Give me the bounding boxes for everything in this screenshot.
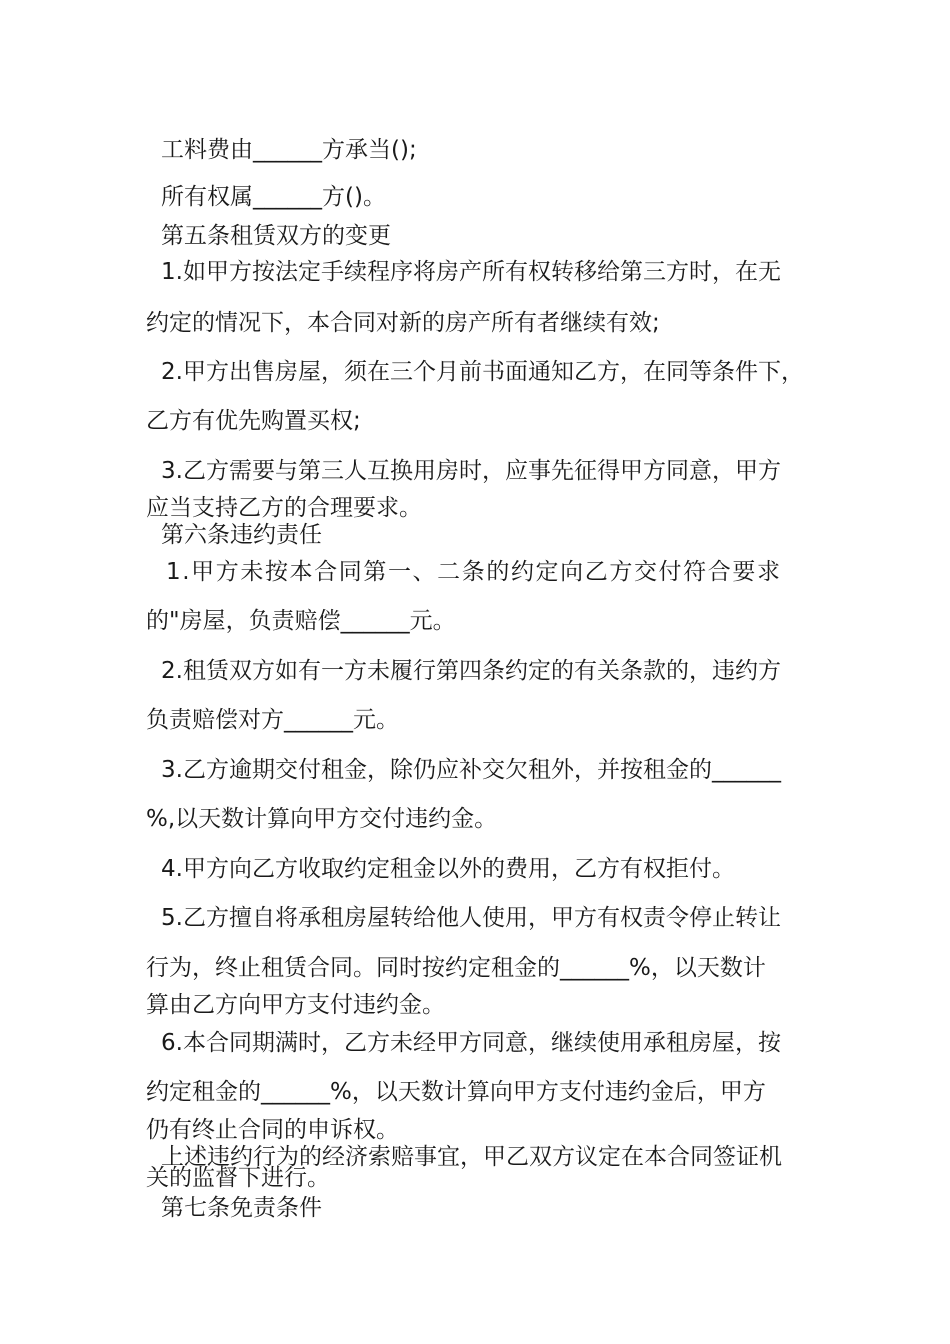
text-line: 约定租金的______%，以天数计算向甲方支付违约金后，甲方	[146, 1079, 766, 1105]
text-line: 所有权属______方()。	[161, 184, 386, 210]
text-line: 约定的情况下，本合同对新的房产所有者继续有效;	[146, 310, 660, 336]
text-line: 3.乙方逾期交付租金，除仍应补交欠租外，并按租金的______	[161, 757, 781, 783]
text-line: 乙方有优先购置买权;	[146, 408, 361, 434]
section-heading: 第五条租赁双方的变更	[161, 223, 391, 249]
text-line: 2.甲方出售房屋，须在三个月前书面通知乙方，在同等条件下，	[161, 359, 804, 385]
text-line: 仍有终止合同的申诉权。	[146, 1117, 399, 1143]
text-line: 算由乙方向甲方支付违约金。	[146, 992, 445, 1018]
text-line: 1.甲方未按本合同第一、二条的约定向乙方交付符合要求	[166, 559, 782, 585]
text-line: %,以天数计算向甲方交付违约金。	[146, 806, 498, 832]
text-line: 的"房屋，负责赔偿______元。	[146, 608, 456, 634]
text-line: 关的监督下进行。	[146, 1165, 330, 1191]
text-line: 负责赔偿对方______元。	[146, 707, 399, 733]
text-line: 上述违约行为的经济索赔事宜，甲乙双方议定在本合同签证机	[161, 1144, 782, 1170]
text-line: 行为，终止租赁合同。同时按约定租金的______%，以天数计	[146, 955, 766, 981]
text-line: 2.租赁双方如有一方未履行第四条约定的有关条款的，违约方	[161, 658, 781, 684]
text-line: 1.如甲方按法定手续程序将房产所有权转移给第三方时，在无	[161, 259, 781, 285]
text-line: 4.甲方向乙方收取约定租金以外的费用，乙方有权拒付。	[161, 856, 735, 882]
text-line: 3.乙方需要与第三人互换用房时，应事先征得甲方同意，甲方	[161, 458, 781, 484]
text-line: 5.乙方擅自将承租房屋转给他人使用，甲方有权责令停止转让	[161, 905, 781, 931]
text-line: 6.本合同期满时，乙方未经甲方同意，继续使用承租房屋，按	[161, 1030, 781, 1056]
text-line: 工料费由______方承当();	[161, 137, 417, 163]
section-heading: 第六条违约责任	[161, 522, 322, 548]
text-line: 应当支持乙方的合理要求。	[146, 495, 422, 521]
section-heading: 第七条免责条件	[161, 1195, 322, 1221]
